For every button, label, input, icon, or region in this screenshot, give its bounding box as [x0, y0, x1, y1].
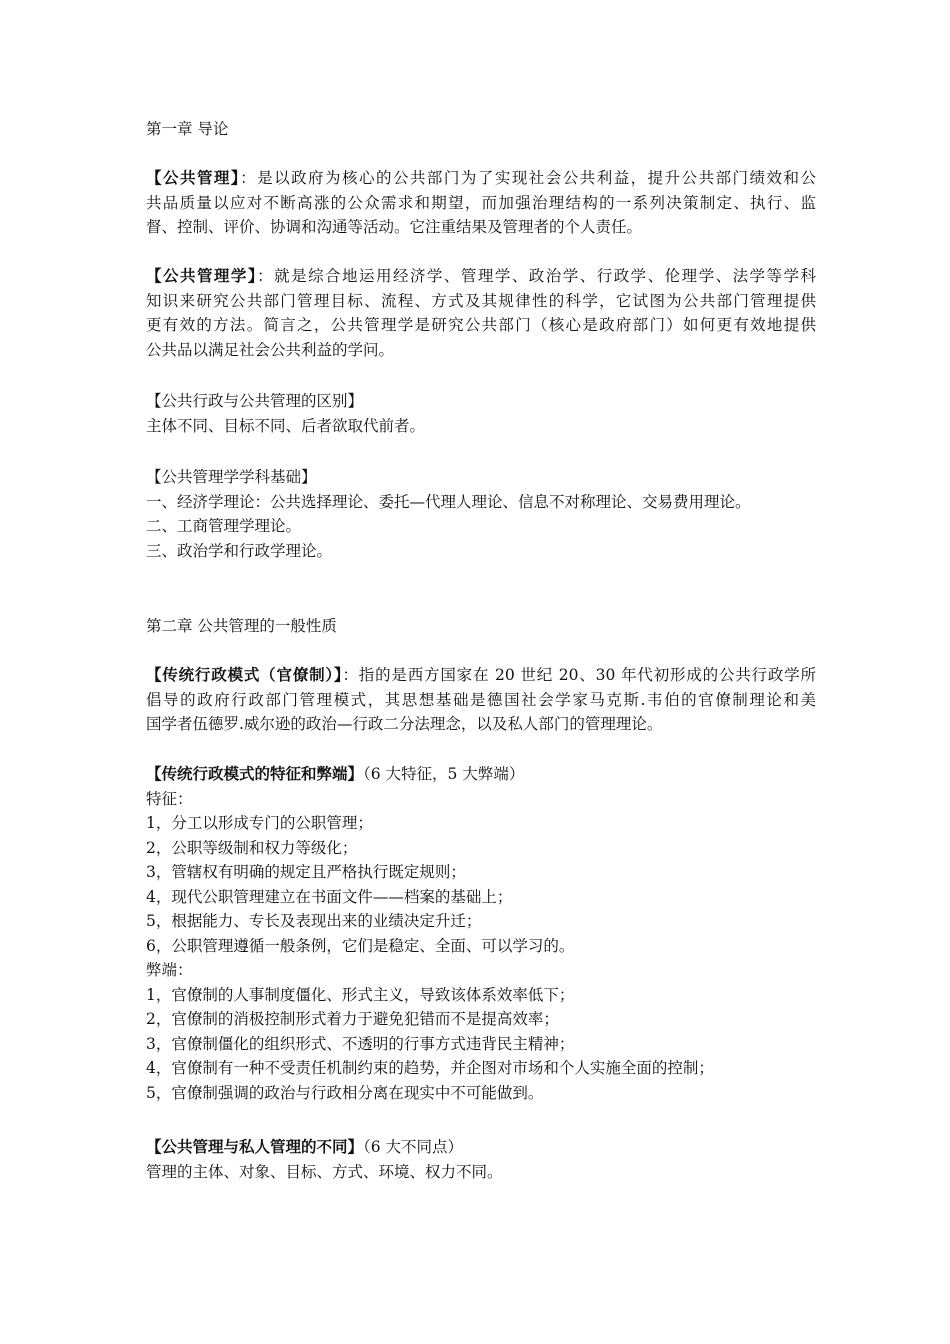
chapter-2-title: 第二章 公共管理的一般性质 — [146, 617, 337, 635]
definition-line: 督、控制、评价、协调和沟通等活动。它注重结果及管理者的个人责任。 — [146, 218, 643, 236]
definition-line: 【公共管理】：是以政府为核心的公共部门为了实现社会公共利益，提升公共部门绩效和公 — [146, 168, 816, 187]
definition-term: 【传统行政模式（官僚制）】 — [146, 665, 343, 684]
section-heading: 【传统行政模式的特征和弊端】（6 大特征，5 大弊端） — [146, 764, 525, 783]
section-discipline-basis — [146, 465, 816, 563]
drawbacks-label: 弊端： — [146, 961, 193, 979]
list-item: 4，官僚制有一种不受责任机制约束的趋势，并企图对市场和个人实施全面的控制； — [146, 1059, 714, 1077]
definition-line: 【公共管理学】：就是综合地运用经济学、管理学、政治学、行政学、伦理学、法学等学科 — [146, 266, 816, 285]
definition-term: 【公共管理】 — [146, 168, 241, 187]
section-text: 主体不同、目标不同、后者欲取代前者。 — [146, 416, 426, 435]
definition-line: 倡导的政府行政部门管理模式，其思想基础是德国社会学家马克斯.韦伯的官僚制理论和美 — [146, 690, 816, 709]
definition-public-management-science — [146, 264, 816, 362]
list-item: 1，官僚制的人事制度僵化、形式主义，导致该体系效率低下； — [146, 985, 575, 1004]
definition-line: 更有效的方法。简言之，公共管理学是研究公共部门（核心是政府部门）如何更有效地提供 — [146, 316, 816, 334]
section-heading: 【公共管理与私人管理的不同】（6 大不同点） — [146, 1137, 464, 1156]
definition-line: 公共品以满足社会公共利益的学问。 — [146, 340, 395, 359]
list-item: 2，公职等级制和权力等级化； — [146, 838, 358, 857]
list-item: 3，管辖权有明确的规定且严格执行既定规则； — [146, 863, 466, 881]
list-item: 二、工商管理学理论。 — [146, 517, 302, 535]
section-heading: 【公共行政与公共管理的区别】 — [146, 392, 364, 410]
definition-public-management — [146, 166, 816, 240]
list-item: 5，根据能力、专长及表现出来的业绩决定升迁； — [146, 912, 482, 930]
list-item: 一、经济学理论：公共选择理论、委托—代理人理论、信息不对称理论、交易费用理论。 — [146, 492, 751, 511]
features-label: 特征： — [146, 789, 193, 808]
section-admin-vs-management — [146, 389, 816, 438]
list-item: 2，官僚制的消极控制形式着力于避免犯错而不是提高效率； — [146, 1010, 559, 1028]
definition-line: 国学者伍德罗.威尔逊的政治—行政二分法理念，以及私人部门的管理理论。 — [146, 715, 663, 733]
section-public-vs-private — [146, 1135, 816, 1184]
definition-term: 【公共管理学】 — [146, 266, 258, 285]
list-item: 5，官僚制强调的政治与行政相分离在现实中不可能做到。 — [146, 1083, 544, 1102]
definition-line: 知识来研究公共部门管理目标、流程、方式及其规律性的科学，它试图为公共部门管理提供 — [146, 291, 816, 310]
section-heading: 【公共管理学学科基础】 — [146, 468, 317, 486]
list-item: 三、政治学和行政学理论。 — [146, 541, 333, 560]
chapter-1-title: 第一章 导论 — [146, 120, 229, 138]
definition-line: 【传统行政模式（官僚制）】：指的是西方国家在 20 世纪 20、30 年代初形成的公共行政学所 — [146, 665, 816, 684]
definition-traditional-model — [146, 663, 816, 737]
list-item: 6，公职管理遵循一般条例，它们是稳定、全面、可以学习的。 — [146, 936, 575, 955]
section-text: 管理的主体、对象、目标、方式、环境、权力不同。 — [146, 1162, 503, 1181]
section-features-drawbacks — [146, 762, 816, 1105]
list-item: 3，官僚制僵化的组织形式、不透明的行事方式违背民主精神； — [146, 1034, 575, 1053]
list-item: 1，分工以形成专门的公职管理； — [146, 814, 373, 832]
definition-line: 共品质量以应对不断高涨的公众需求和期望，而加强治理结构的一系列决策制定、执行、监 — [146, 193, 816, 212]
list-item: 4，现代公职管理建立在书面文件——档案的基础上； — [146, 887, 513, 906]
